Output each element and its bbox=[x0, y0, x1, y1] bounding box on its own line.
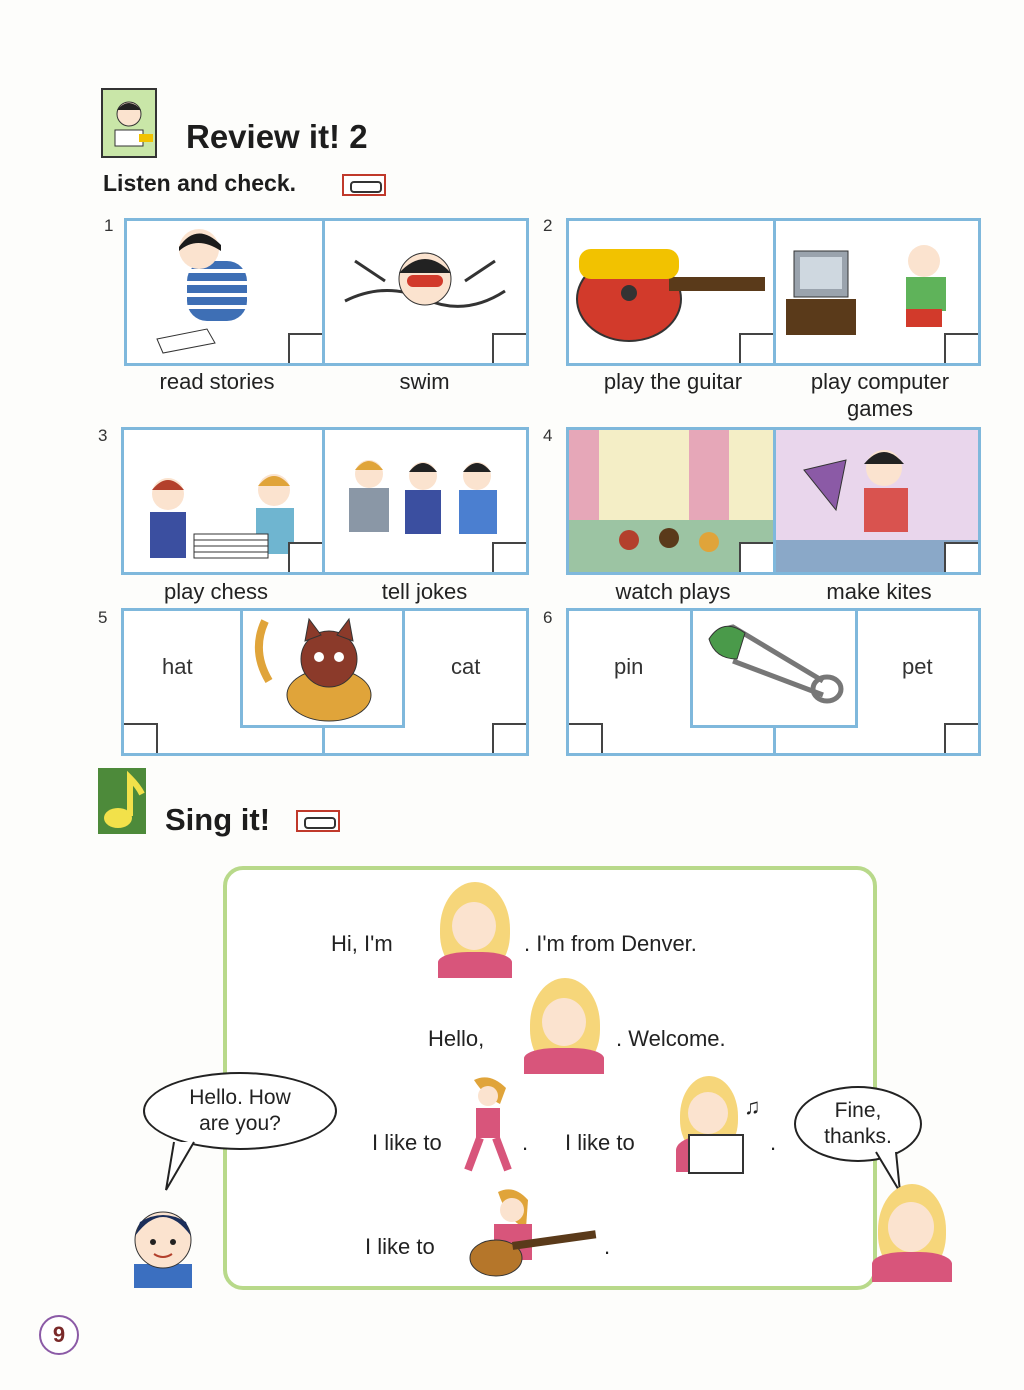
song-line3-start: I like to bbox=[372, 1130, 442, 1155]
girl-picture bbox=[518, 976, 610, 1074]
checkbox-hat[interactable] bbox=[124, 723, 158, 753]
boy-picture bbox=[120, 1198, 206, 1288]
checkbox-pin[interactable] bbox=[569, 723, 603, 753]
caption-play-computer-games: games bbox=[846, 396, 914, 421]
girl-running-picture bbox=[456, 1074, 520, 1180]
caption-play-computer: play computer bbox=[810, 369, 950, 394]
checkbox-make-kites[interactable] bbox=[944, 542, 978, 572]
exercise-number: 5 bbox=[98, 608, 108, 627]
checkbox-pet[interactable] bbox=[944, 723, 978, 753]
song-line3-middle: I like to bbox=[565, 1130, 635, 1155]
song-line1-end: . I'm from Denver. bbox=[524, 931, 697, 956]
music-note-icon bbox=[98, 768, 146, 834]
page-number bbox=[39, 1315, 79, 1355]
caption-make-kites: make kites bbox=[826, 579, 932, 604]
safety-pin-illustration bbox=[693, 611, 855, 725]
word-cat: cat bbox=[451, 654, 481, 679]
exercise-number: 4 bbox=[543, 426, 553, 445]
checkbox-play-computer-games[interactable] bbox=[944, 333, 978, 363]
picture-play-computer-games bbox=[773, 218, 981, 366]
picture-swim bbox=[322, 218, 529, 366]
boy-reading-icon bbox=[103, 90, 155, 156]
cassette-icon[interactable] bbox=[296, 810, 340, 832]
instruction-text: Listen and check. bbox=[103, 170, 297, 196]
song-line2-end: . Welcome. bbox=[616, 1026, 726, 1051]
checkbox-play-guitar[interactable] bbox=[739, 333, 773, 363]
bubble-boy-line1: Hello. How bbox=[189, 1086, 291, 1109]
cassette-icon[interactable] bbox=[342, 174, 386, 196]
song-line1-start: Hi, I'm bbox=[331, 931, 393, 956]
exercise-number: 3 bbox=[98, 426, 108, 445]
caption-read-stories: read stories bbox=[159, 369, 275, 394]
cat-illustration bbox=[243, 611, 402, 725]
caption-watch-plays: watch plays bbox=[615, 579, 731, 604]
picture-watch-plays bbox=[566, 427, 776, 575]
song-line3-dot2: . bbox=[770, 1130, 777, 1155]
exercise-number: 1 bbox=[104, 216, 114, 235]
bubble-boy-line2: are you? bbox=[199, 1112, 281, 1135]
caption-tell-jokes: tell jokes bbox=[381, 579, 468, 604]
checkbox-cat[interactable] bbox=[492, 723, 526, 753]
page-title: Review it! 2 bbox=[186, 118, 368, 155]
picture-cat bbox=[240, 608, 405, 728]
picture-play-guitar bbox=[566, 218, 776, 366]
bubble-girl-line2: thanks. bbox=[824, 1125, 892, 1148]
checkbox-tell-jokes[interactable] bbox=[492, 542, 526, 572]
picture-read-stories bbox=[124, 218, 325, 366]
song-line4-start: I like to bbox=[365, 1234, 435, 1259]
caption-play-guitar: play the guitar bbox=[603, 369, 743, 394]
checkbox-watch-plays[interactable] bbox=[739, 542, 773, 572]
word-pet: pet bbox=[902, 654, 933, 679]
word-pin: pin bbox=[614, 654, 644, 679]
unit-icon bbox=[101, 88, 157, 158]
checkbox-swim[interactable] bbox=[492, 333, 526, 363]
song-line3-dot: . bbox=[522, 1130, 529, 1155]
checkbox-read-stories[interactable] bbox=[288, 333, 322, 363]
page-number-text: 9 bbox=[52, 1322, 66, 1347]
section-title-sing: Sing it! bbox=[165, 802, 271, 837]
song-line2-start: Hello, bbox=[428, 1026, 485, 1051]
girl-picture bbox=[868, 1182, 956, 1282]
girl-picture bbox=[428, 880, 520, 978]
word-hat: hat bbox=[162, 654, 193, 679]
caption-play-chess: play chess bbox=[164, 579, 268, 604]
exercise-number: 6 bbox=[543, 608, 553, 627]
picture-safety-pin bbox=[690, 608, 858, 728]
picture-tell-jokes bbox=[322, 427, 529, 575]
bubble-tail-boy bbox=[160, 1138, 200, 1198]
checkbox-play-chess[interactable] bbox=[288, 542, 322, 572]
music-notes-icon: ♫ bbox=[744, 1094, 761, 1119]
girl-guitar-picture bbox=[462, 1188, 602, 1284]
picture-play-chess bbox=[121, 427, 325, 575]
song-line4-dot: . bbox=[604, 1234, 611, 1259]
bubble-girl-line1: Fine, bbox=[834, 1099, 882, 1122]
girl-singing-picture bbox=[664, 1074, 777, 1174]
exercise-number: 2 bbox=[543, 216, 553, 235]
caption-swim: swim bbox=[399, 369, 450, 394]
picture-make-kites bbox=[773, 427, 981, 575]
